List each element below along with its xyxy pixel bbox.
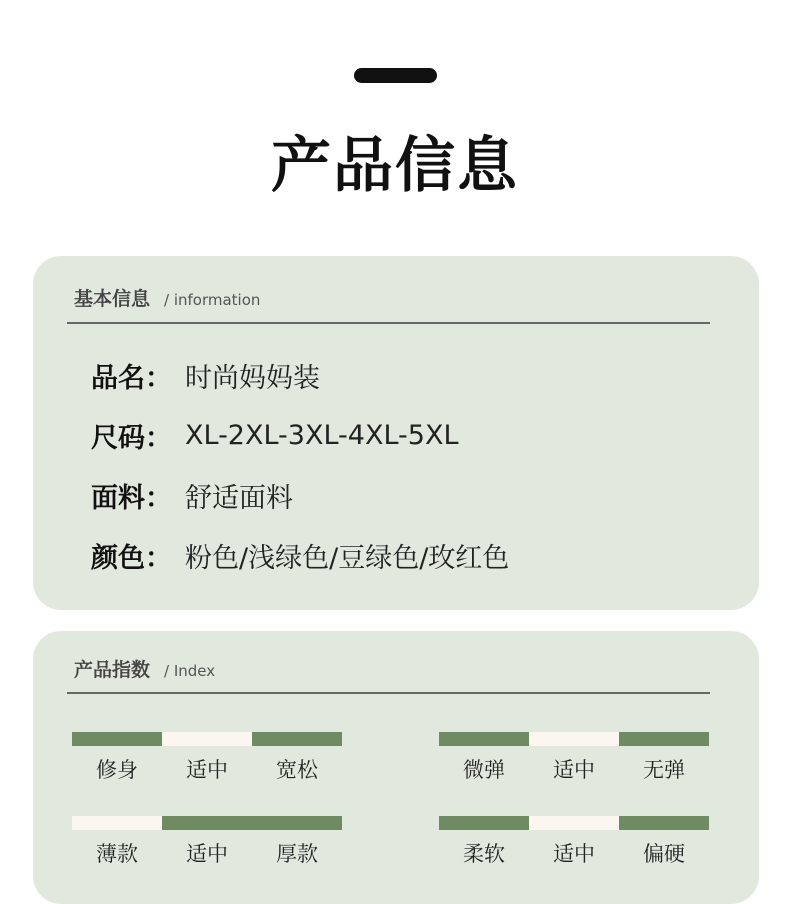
scale-segment <box>252 732 342 746</box>
info-label: 品名： <box>91 362 172 394</box>
scale-segment <box>439 732 529 746</box>
fit-scale-bar <box>72 732 342 746</box>
scale-segment <box>619 732 709 746</box>
scale-label: 适中 <box>186 842 228 866</box>
scale-label: 修身 <box>96 758 138 782</box>
basic-info-card <box>33 256 759 610</box>
info-label: 尺码： <box>91 422 172 454</box>
scale-label: 适中 <box>553 758 595 782</box>
scale-label: 适中 <box>186 758 228 782</box>
basic-info-title: 基本信息 <box>74 288 151 310</box>
fit-scale <box>72 732 342 784</box>
scale-label: 柔软 <box>463 842 505 866</box>
scale-segment <box>72 732 162 746</box>
info-row-fabric <box>91 475 293 515</box>
info-value: 舒适面料 <box>185 482 293 514</box>
scale-label: 偏硬 <box>643 842 685 866</box>
product-index-divider <box>67 692 710 694</box>
thickness-scale-bar <box>72 816 342 830</box>
basic-info-divider <box>67 322 710 324</box>
info-row-name <box>91 355 320 395</box>
info-row-size <box>91 415 458 455</box>
info-value: 粉色/浅绿色/豆绿色/玫红色 <box>185 542 510 574</box>
stretch-scale-bar <box>439 732 709 746</box>
scale-label: 厚款 <box>276 842 318 866</box>
scale-segment <box>252 816 342 830</box>
info-value: XL-2XL-3XL-4XL-5XL <box>185 419 459 451</box>
scale-segment <box>72 816 162 830</box>
decorative-pill <box>354 68 437 83</box>
scale-label: 薄款 <box>96 842 138 866</box>
basic-info-subtitle: / information <box>164 291 261 309</box>
info-row-color <box>91 535 509 575</box>
softness-scale-bar <box>439 816 709 830</box>
info-value: 时尚妈妈装 <box>185 362 320 394</box>
scale-segment <box>162 732 252 746</box>
scale-segment <box>162 816 252 830</box>
softness-scale <box>439 816 709 868</box>
scale-label: 微弹 <box>463 758 505 782</box>
product-index-header <box>74 655 215 682</box>
scale-segment <box>439 816 529 830</box>
info-label: 面料： <box>91 482 172 514</box>
scale-segment <box>619 816 709 830</box>
thickness-scale <box>72 816 342 868</box>
scale-label: 适中 <box>553 842 595 866</box>
basic-info-header <box>74 284 260 311</box>
scale-label: 无弹 <box>643 758 685 782</box>
info-label: 颜色： <box>91 542 172 574</box>
stretch-scale <box>439 732 709 784</box>
product-index-card <box>33 631 759 904</box>
scale-segment <box>529 816 619 830</box>
product-index-subtitle: / Index <box>164 662 216 680</box>
product-index-title: 产品指数 <box>74 659 151 681</box>
page-title: 产品信息 <box>271 131 519 201</box>
scale-label: 宽松 <box>276 758 318 782</box>
scale-segment <box>529 732 619 746</box>
